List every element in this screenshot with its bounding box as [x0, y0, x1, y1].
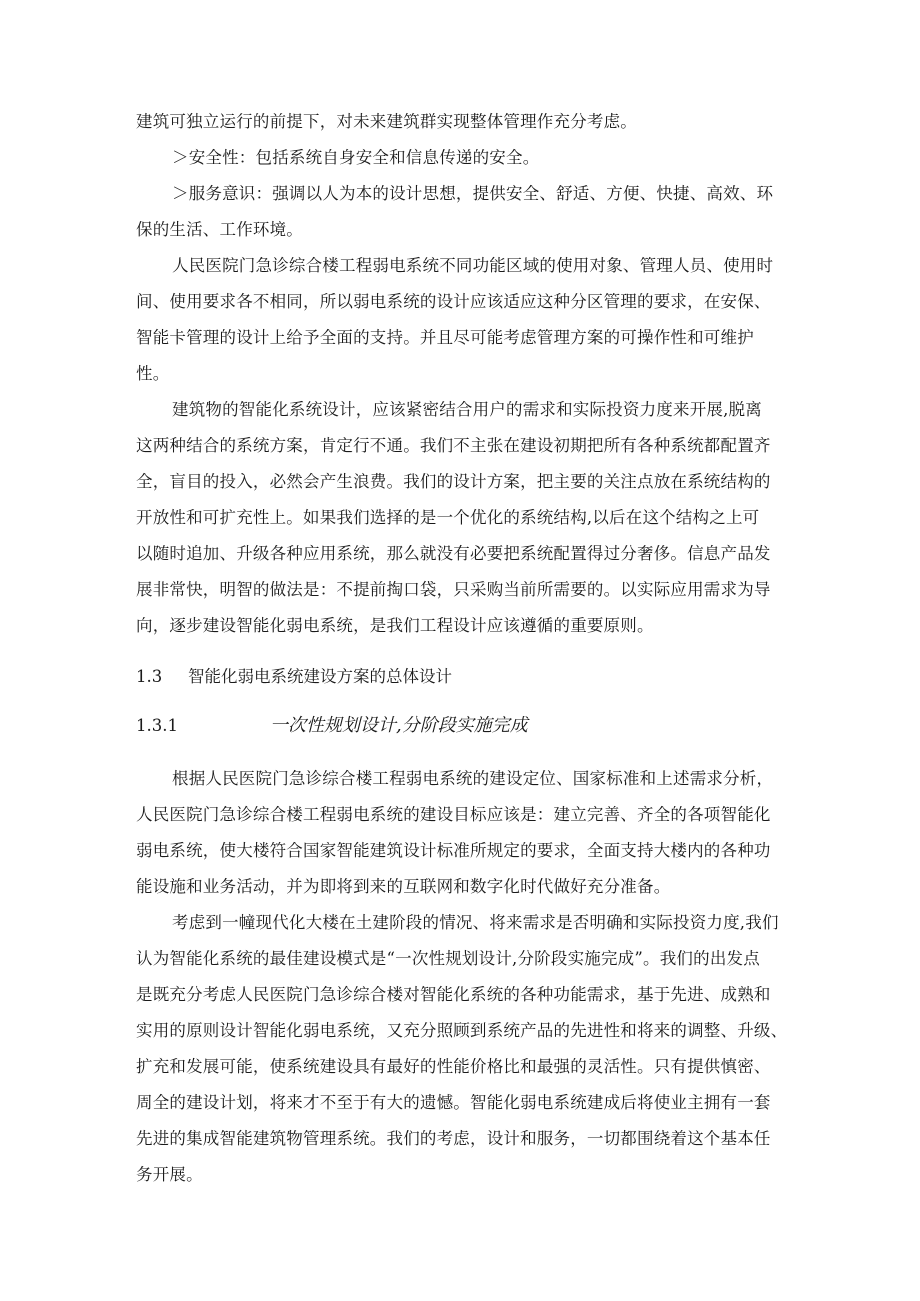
text-line: 先进的集成智能建筑物管理系统。我们的考虑，设计和服务，一切都围绕着这个基本任 — [136, 1129, 771, 1148]
text-line: 建筑可独立运行的前提下，对未来建筑群实现整体管理作充分考虑。 — [136, 112, 637, 131]
section-title: 智能化弱电系统建设方案的总体设计 — [188, 667, 452, 686]
text-line: 弱电系统，使大楼符合国家智能建筑设计标准所规定的要求，全面支持大楼内的各种功 — [136, 841, 771, 860]
text-line: 能设施和业务活动，并为即将到来的互联网和数字化时代做好充分准备。 — [136, 877, 671, 896]
text-line: 根据人民医院门急诊综合楼工程弱电系统的建设定位、国家标准和上述需求分析， — [172, 769, 774, 788]
section-number: 1.3 — [136, 667, 163, 686]
text-line: 周全的建设计划，将来才不至于有大的遗憾。智能化弱电系统建成后将使业主拥有一套 — [136, 1093, 771, 1112]
text-line: 是既充分考虑人民医院门急诊综合楼对智能化系统的各种功能需求，基于先进、成熟和 — [136, 985, 771, 1004]
text-line: 务开展。 — [136, 1165, 203, 1184]
text-line: 这两种结合的系统方案，肯定行不通。我们不主张在建设初期把所有各种系统都配置齐 — [136, 436, 771, 455]
text-line: 实用的原则设计智能化弱电系统，又充分照顾到系统产品的先进性和将来的调整、升级、 — [136, 1021, 788, 1040]
text-line: 认为智能化系统的最佳建设模式是“一次性规划设计,分阶段实施完成”。我们的出发点 — [136, 949, 760, 968]
subsection-number: 1.3.1 — [136, 716, 178, 735]
text-line: 建筑物的智能化系统设计，应该紧密结合用户的需求和实际投资力度来开展,脱离 — [172, 400, 762, 419]
text-line: 扩充和发展可能，使系统建设具有最好的性能价格比和最强的灵活性。只有提供慎密、 — [136, 1057, 771, 1076]
text-line: 性。 — [136, 364, 170, 383]
text-line: 向，逐步建设智能化弱电系统，是我们工程设计应该遵循的重要原则。 — [136, 616, 654, 635]
text-line: ＞服务意识：强调以人为本的设计思想，提供安全、舒适、方便、快捷、高效、环 — [172, 184, 774, 203]
text-line: 以随时追加、升级各种应用系统，那么就没有必要把系统配置得过分奢侈。信息产品发 — [136, 544, 771, 563]
text-line: 全，盲目的投入，必然会产生浪费。我们的设计方案，把主要的关注点放在系统结构的 — [136, 472, 771, 491]
text-line: 保的生活、工作环境。 — [136, 220, 303, 239]
text-line: 人民医院门急诊综合楼工程弱电系统的建设目标应该是：建立完善、齐全的各项智能化 — [136, 805, 771, 824]
subsection-title: 一次性规划设计,分阶段实施完成 — [270, 715, 528, 736]
text-line: 开放性和可扩充性上。如果我们选择的是一个优化的系统结构,以后在这个结构之上可 — [136, 508, 760, 527]
text-line: 间、使用要求各不相同，所以弱电系统的设计应该适应这种分区管理的要求，在安保、 — [136, 292, 771, 311]
text-line: 展非常快，明智的做法是：不提前掏口袋，只采购当前所需要的。以实际应用需求为导 — [136, 580, 771, 599]
text-line: ＞安全性：包括系统自身安全和信息传递的安全。 — [172, 148, 540, 167]
section-heading — [136, 667, 452, 687]
text-line: 考虑到一幢现代化大楼在土建阶段的情况、将来需求是否明确和实际投资力度,我们 — [172, 913, 779, 932]
text-line: 智能卡管理的设计上给予全面的支持。并且尽可能考虑管理方案的可操作性和可维护 — [136, 328, 754, 347]
text-line: 人民医院门急诊综合楼工程弱电系统不同功能区域的使用对象、管理人员、使用时 — [172, 256, 774, 275]
subsection-heading — [136, 716, 528, 736]
